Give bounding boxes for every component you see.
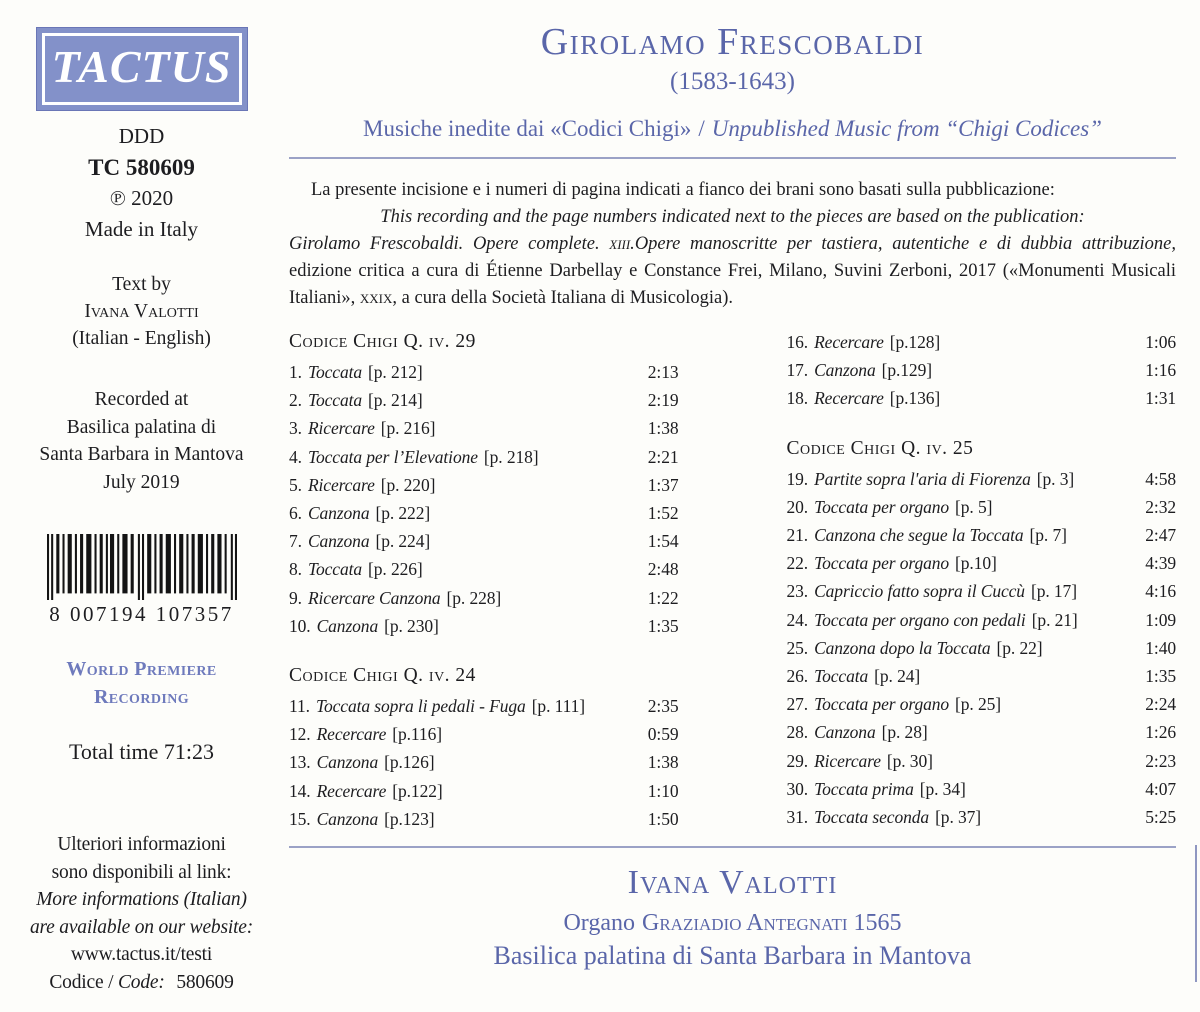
track-row	[787, 775, 1177, 803]
track-number: 21.	[786, 525, 809, 546]
track-section-heading: Codice Chigi Q. iv. 29	[289, 331, 476, 352]
track-number: 24.	[786, 609, 809, 630]
recording-format: DDD	[118, 124, 165, 148]
track-duration: 4:07	[1145, 778, 1176, 799]
track-page-ref: [p. 17]	[1030, 581, 1077, 602]
world-premiere-line1: World Premiere	[66, 658, 217, 680]
track-title: Recercare	[814, 332, 884, 352]
track-duration: 1:35	[647, 615, 679, 636]
track-duration: 2:21	[647, 446, 679, 467]
track-row	[289, 777, 679, 805]
track-page-ref: [p. 30]	[886, 750, 933, 771]
performer-block	[289, 862, 1176, 972]
track-duration: 1:38	[647, 418, 679, 439]
track-title: Toccata per organo	[814, 496, 950, 517]
track-duration: 2:48	[647, 559, 679, 580]
track-title: Ricercare	[307, 418, 375, 439]
track-section-heading: Codice Chigi Q. iv. 24	[289, 665, 476, 687]
track-number: 27.	[786, 694, 809, 715]
track-title: Toccata	[814, 666, 869, 687]
track-title: Capriccio fatto sopra il Cuccù	[814, 581, 1025, 602]
phonogram-year: ℗ 2020	[109, 186, 174, 210]
track-page-ref: [p. 212]	[368, 362, 423, 382]
track-title: Toccata per organo	[814, 694, 950, 715]
track-duration: 1:54	[647, 531, 679, 552]
track-number: 19.	[786, 468, 809, 489]
track-title: Toccata per l’Elevatione	[307, 446, 478, 467]
track-duration: 1:31	[1145, 388, 1176, 409]
track-number: 29.	[786, 750, 809, 771]
track-page-ref: [p. 218]	[483, 446, 539, 467]
publication-note	[289, 177, 1176, 312]
track-row	[289, 527, 679, 555]
track-title: Canzona	[307, 531, 370, 552]
track-number: 17.	[786, 360, 809, 381]
track-row	[787, 718, 1177, 746]
organ-label: Organo	[563, 910, 635, 937]
track-rows	[289, 358, 679, 640]
track-row	[787, 384, 1177, 412]
track-number: 12.	[289, 724, 311, 745]
world-premiere-badge	[0, 655, 283, 711]
track-row	[787, 747, 1177, 775]
track-number: 26.	[786, 666, 809, 687]
track-title: Toccata per organo con pedali	[814, 609, 1026, 630]
track-number: 8.	[289, 559, 302, 580]
track-number: 3.	[289, 418, 302, 439]
track-duration: 1:06	[1145, 332, 1176, 352]
track-page-ref: [p. 34]	[919, 778, 966, 799]
performer-name: Ivana Valotti	[627, 864, 838, 902]
track-page-ref: [p.122]	[392, 780, 443, 801]
track-title: Toccata	[307, 559, 363, 580]
composer-name: Girolamo Frescobaldi	[540, 21, 925, 63]
track-row	[289, 471, 679, 499]
track-section	[289, 328, 679, 640]
subtitle-english: Unpublished Music from “Chigi Codices”	[711, 116, 1102, 141]
track-duration: 1:16	[1145, 360, 1176, 381]
track-duration: 2:19	[647, 390, 679, 411]
reference-title-part2: Opere manoscritte per tastiera, autentiche e di dubbia attribuzione,	[634, 234, 1176, 254]
track-row	[787, 606, 1177, 634]
track-duration: 1:37	[647, 474, 679, 495]
track-title: Canzona	[814, 722, 876, 743]
note-english-line: This recording and the page numbers indicated next to the pieces are based on the publication:	[380, 207, 1085, 227]
track-page-ref: [p.129]	[881, 360, 932, 381]
track-number: 15.	[289, 808, 311, 829]
track-title: Canzona	[316, 615, 379, 636]
note-reference	[289, 231, 1176, 312]
track-number: 11.	[289, 696, 310, 717]
track-page-ref: [p. 5]	[955, 496, 993, 517]
organ-line	[289, 908, 1176, 938]
text-by-languages: (Italian - English)	[72, 328, 211, 349]
track-row	[289, 805, 679, 833]
reference-series-numeral: xxix	[359, 288, 393, 308]
track-title: Toccata sopra li pedali - Fuga	[315, 696, 526, 717]
track-page-ref: [p. 3]	[1036, 468, 1075, 489]
track-number: 14.	[289, 780, 311, 801]
track-number: 10.	[289, 615, 311, 636]
track-row	[787, 465, 1177, 493]
track-section	[787, 328, 1177, 413]
track-duration: 2:35	[647, 696, 679, 717]
track-page-ref: [p. 222]	[375, 503, 431, 524]
track-title: Toccata	[307, 390, 363, 411]
track-number: 25.	[786, 637, 809, 658]
text-by-block	[0, 271, 283, 352]
note-italian-line: La presente incisione e i numeri di pagina indicati a fianco dei brani sono basati sulla pubblicazione:	[311, 180, 1055, 200]
album-subtitle	[289, 114, 1176, 144]
track-page-ref: [p. 7]	[1029, 525, 1067, 546]
track-duration: 1:35	[1145, 666, 1176, 687]
track-duration: 4:39	[1145, 553, 1176, 574]
track-duration: 1:40	[1145, 637, 1176, 658]
track-number: 18.	[786, 388, 809, 409]
track-row	[787, 549, 1177, 577]
world-premiere-line2: Recording	[93, 686, 190, 708]
track-page-ref: [p. 214]	[368, 390, 423, 411]
barcode-bars	[47, 534, 237, 600]
track-rows	[787, 465, 1177, 832]
track-number: 1.	[289, 362, 302, 382]
track-title: Partite sopra l'aria di Fiorenza	[814, 468, 1031, 489]
code-label-it: Codice /	[49, 971, 114, 993]
track-page-ref: [p. 111]	[531, 696, 586, 717]
track-page-ref: [p. 220]	[380, 474, 436, 495]
track-title: Recercare	[316, 780, 387, 801]
track-title: Ricercare	[307, 474, 375, 495]
track-title: Toccata seconda	[814, 807, 930, 828]
track-row	[787, 328, 1177, 356]
track-duration: 1:10	[647, 780, 679, 801]
track-row	[787, 634, 1177, 662]
track-page-ref: [p. 224]	[375, 531, 431, 552]
track-number: 22.	[786, 553, 809, 574]
info-line-it1: Ulteriori informazioni	[57, 834, 226, 855]
track-page-ref: [p. 37]	[935, 807, 982, 828]
track-number: 9.	[289, 587, 302, 608]
track-section-heading: Codice Chigi Q. iv. 25	[786, 437, 974, 459]
track-row	[289, 555, 679, 583]
track-rows	[787, 328, 1177, 413]
text-by-label: Text by	[112, 274, 171, 295]
venue-line: Basilica palatina di Santa Barbara in Mantova	[493, 941, 972, 971]
tactus-logo	[36, 27, 248, 111]
track-duration: 1:26	[1145, 722, 1176, 743]
track-number: 13.	[289, 752, 311, 773]
track-rows	[289, 692, 679, 833]
track-row	[289, 358, 679, 386]
recorded-at-line: Basilica palatina di	[66, 416, 217, 438]
track-duration: 2:23	[1145, 750, 1176, 771]
track-row	[289, 584, 679, 612]
track-title: Canzona	[814, 360, 876, 381]
barcode-digits: 8 007194 107357	[49, 602, 234, 626]
track-page-ref: [p. 230]	[384, 615, 439, 636]
recorded-at-line: Recorded at	[94, 389, 189, 410]
barcode	[0, 534, 283, 627]
info-line-it2: sono disponibili al link:	[51, 861, 232, 883]
tactus-logo-text: TACTUS	[51, 41, 232, 92]
track-page-ref: [p.136]	[889, 388, 941, 409]
recorded-at-line: Santa Barbara in Mantova	[39, 444, 244, 465]
track-title: Canzona	[316, 752, 379, 773]
track-page-ref: [p. 24]	[874, 666, 921, 687]
track-page-ref: [p. 25]	[955, 694, 1002, 715]
made-in-label: Made in Italy	[84, 217, 199, 241]
text-by-name: Ivana Valotti	[84, 301, 199, 322]
track-duration: 4:16	[1145, 581, 1176, 602]
tracklist-column-left	[289, 328, 679, 833]
track-title: Recercare	[316, 724, 387, 745]
track-title: Ricercare	[814, 750, 881, 771]
track-title: Toccata prima	[814, 778, 914, 799]
track-number: 28.	[786, 722, 809, 743]
track-section	[289, 662, 679, 833]
track-duration: 1:22	[647, 587, 679, 608]
track-row	[787, 356, 1177, 384]
composer-dates: (1583-1643)	[670, 68, 795, 95]
track-title: Canzona dopo la Toccata	[814, 637, 991, 658]
track-page-ref: [p. 226]	[368, 559, 423, 580]
reference-title-part1: Girolamo Frescobaldi. Opere complete.	[289, 234, 610, 254]
track-duration: 2:32	[1145, 496, 1176, 517]
reference-edition-part2: , a cura della Società Italiana di Musicologia).	[392, 288, 733, 308]
track-page-ref: [p.116]	[392, 724, 442, 745]
code-line	[0, 969, 283, 997]
track-number: 23.	[786, 581, 809, 602]
track-number: 5.	[289, 474, 302, 495]
track-title: Canzona	[307, 503, 370, 524]
track-number: 31.	[786, 807, 809, 828]
track-row	[787, 803, 1177, 831]
track-page-ref: [p.128]	[889, 332, 941, 352]
track-row	[787, 577, 1177, 605]
track-row	[289, 443, 679, 471]
track-duration: 1:38	[647, 752, 679, 773]
track-number: 16.	[786, 332, 809, 352]
track-number: 30.	[786, 778, 809, 799]
track-number: 7.	[289, 531, 302, 552]
subtitle-italian: Musiche inedite dai «Codici Chigi»	[363, 116, 692, 141]
catalog-block	[0, 121, 283, 245]
track-row	[289, 692, 679, 720]
bottom-divider	[289, 846, 1176, 848]
recorded-at-block	[0, 386, 283, 496]
track-row	[289, 499, 679, 527]
tactus-logo-frame	[42, 33, 242, 105]
info-block	[0, 831, 283, 996]
track-page-ref: [p.123]	[384, 808, 435, 829]
track-title: Recercare	[814, 388, 884, 409]
reference-edition-part1: edizione critica a cura di Étienne Darbellay e Constance Frei, Milano, Suvini Zerboni, 2017 («Monumenti Musicali Italiani»,	[289, 261, 1176, 308]
track-duration: 2:47	[1145, 525, 1176, 546]
track-duration: 1:50	[647, 808, 679, 829]
code-value: 580609	[176, 971, 234, 993]
track-number: 20.	[786, 496, 809, 517]
code-label-en: Code:	[117, 971, 165, 993]
tracklist	[289, 328, 1176, 833]
reference-volume-numeral: xiii.	[609, 234, 635, 254]
track-title: Canzona che segue la Toccata	[814, 525, 1024, 546]
track-row	[289, 612, 679, 640]
track-duration: 1:09	[1145, 609, 1176, 630]
catalog-number: TC 580609	[88, 155, 195, 180]
track-row	[787, 493, 1177, 521]
tray-card-fold-line	[1195, 845, 1197, 982]
track-page-ref: [p. 22]	[996, 637, 1043, 658]
track-section	[787, 435, 1177, 832]
track-row	[289, 414, 679, 442]
track-page-ref: [p.10]	[955, 553, 997, 574]
track-page-ref: [p. 21]	[1031, 609, 1078, 630]
track-row	[289, 720, 679, 748]
track-row	[289, 386, 679, 414]
track-number: 4.	[289, 446, 302, 467]
organ-name: Graziadio Antegnati 1565	[642, 910, 902, 937]
track-page-ref: [p. 28]	[881, 722, 928, 743]
track-duration: 5:25	[1145, 807, 1176, 828]
info-line-en1: More informations (Italian)	[36, 889, 247, 910]
track-row	[787, 690, 1177, 718]
track-title: Ricercare Canzona	[307, 587, 441, 608]
track-title: Toccata	[307, 362, 363, 382]
track-title: Canzona	[316, 808, 379, 829]
track-row	[787, 662, 1177, 690]
track-duration: 0:59	[647, 724, 679, 745]
track-page-ref: [p. 228]	[446, 587, 502, 608]
track-page-ref: [p.126]	[384, 752, 435, 773]
track-number: 2.	[289, 390, 302, 411]
sidebar	[0, 0, 283, 1012]
track-row	[787, 521, 1177, 549]
tracklist-column-right	[787, 328, 1177, 833]
main-panel	[283, 0, 1200, 1012]
recorded-at-line: July 2019	[103, 471, 180, 493]
track-page-ref: [p. 216]	[380, 418, 436, 439]
track-duration: 4:58	[1145, 468, 1176, 489]
total-time: Total time 71:23	[68, 739, 215, 764]
subtitle-separator: /	[698, 116, 705, 141]
track-row	[289, 748, 679, 776]
top-divider	[289, 157, 1176, 159]
track-title: Toccata per organo	[814, 553, 950, 574]
info-line-en2: are available on our website:	[29, 916, 254, 938]
track-number: 6.	[289, 503, 302, 524]
website-url[interactable]: www.tactus.it/testi	[70, 944, 213, 965]
track-duration: 2:24	[1145, 694, 1176, 715]
track-duration: 1:52	[647, 503, 679, 524]
track-duration: 2:13	[647, 362, 679, 382]
